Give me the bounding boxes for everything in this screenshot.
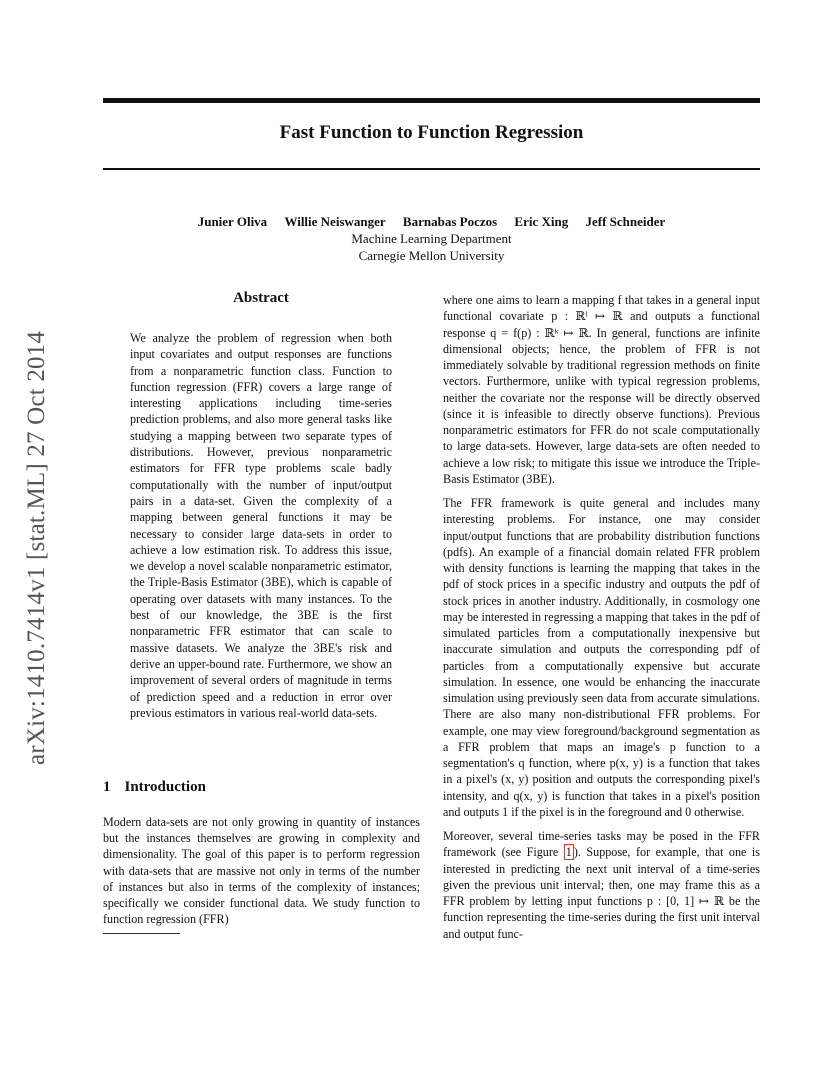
paragraph-text: Moreover, several time-series tasks may be posed in the FFR framework (see Figure — [443, 829, 760, 860]
abstract-text: We analyze the problem of regression when both input covariates and output responses are functions from a nonparametric function class. Function to function regression (FFR) covers a large range of interesting applications including time-series prediction problems, and also more general tasks like studying a mapping between two separate types of distributions. However, previous nonparametric estimators for FFR type problems scale badly computationally with the number of input/output pairs in a data-set. Given the complexity of a mapping between general functions it may be necessary to consider large data-sets in order to achieve a low estimation risk. To address this issue, we develop a novel scalable nonparametric estimator, the Triple-Basis Estimator (3BE), which is capable of operating over datasets with many instances. To the best of our knowledge, the 3BE is the first nonparametric FFR estimator that can scale to massive datasets. We analyze the 3BE's risk and derive an upper-bound rate. Furthermore, we show an improvement of several orders of magnitude in terms of prediction speed and a reduction in error over previous estimators in various real-world data-sets. — [130, 331, 392, 720]
paper-title: Fast Function to Function Regression — [279, 122, 584, 143]
title-rule — [103, 168, 760, 170]
top-rule — [103, 98, 760, 103]
author-name: Willie Neiswanger — [284, 214, 386, 229]
intro-paragraph: Modern data-sets are not only growing in quantity of instances but the instances themselves are growing in complexity and dimensionality. The goal of this paper is to perform regression with data-sets that are massive not only in terms of the number of instances but also in terms of the complexity of instances; specifically we consider functional data. We study function to function regression (FFR) — [103, 815, 420, 927]
right-column — [443, 292, 760, 950]
arxiv-stamp: arXiv:1410.7414v1 [stat.ML] 27 Oct 2014 — [23, 330, 50, 765]
paragraph-text: ). Suppose, for example, that one is interested in predicting the next unit interval of a time-series given the previous unit interval; then, one may frame this as a FFR problem by letting input functions p : [0, 1] ↦ ℝ be the function representing the time-series during the first unit interval and output func- — [443, 845, 760, 941]
author-names — [103, 213, 760, 230]
section-title: Introduction — [124, 779, 206, 795]
section-heading — [103, 779, 206, 796]
author-block — [103, 213, 760, 264]
department: Machine Learning Department — [351, 231, 512, 246]
university: Carnegie Mellon University — [358, 248, 505, 263]
paragraph: The FFR framework is quite general and includes many interesting problems. For instance, one may consider input/output functions that are probability distribution functions (pdfs). An example of a financial domain related FFR problem with density functions is learning the mapping that takes in the pdf of stock prices in a specific industry and outputs the pdf of stock prices in another industry. Additionally, in cosmology one may be interested in regressing a mapping that takes in the pdf of simulated particles from a computationally inexpensive but inaccurate simulation and outputs the corresponding pdf of particles from a computationally expensive but accurate simulation. In essence, one would be enhancing the inaccurate simulation using previously seen data from accurate simulations. There are also many non-distributional FFR problems. For example, one may view foreground/background segmentation as a FFR problem that maps an image's p function to a segmentation's q function, where p(x, y) is a function that takes in a pixel's (x, y) position and outputs the corresponding pixel's intensity, and q(x, y) is function that takes in a pixel's position and outputs 1 if the pixel is in the foreground and 0 otherwise. — [443, 496, 760, 819]
author-name: Barnabas Poczos — [402, 214, 498, 229]
section-number: 1 — [103, 779, 111, 795]
paragraph — [443, 828, 760, 942]
author-name: Jeff Schneider — [585, 214, 666, 229]
paragraph: where one aims to learn a mapping f that takes in a general input functional covariate p : ℝˡ ↦ ℝ and outputs a functional response q = f(p) : ℝᵏ ↦ ℝ. In general, functions are infinite dimensional objects; hence, the problem of FFR is not immediately solvable by traditional regression methods on finite vectors. Furthermore, unlike with typical regression problems, neither the covariate nor the response will be directly observed (since it is infeasible to directly observe functions). Previous nonparametric estimators for FFR do not scale computationally to large data-sets. However, large data-sets are often needed to achieve a low risk; to mitigate this issue we introduce the Triple-Basis Estimator (3BE). — [443, 293, 760, 486]
author-name: Eric Xing — [514, 214, 569, 229]
footnote-rule — [103, 933, 180, 934]
author-name: Junier Oliva — [197, 214, 268, 229]
figure-reference-link[interactable]: 1 — [565, 845, 572, 860]
abstract-title: Abstract — [233, 290, 289, 306]
